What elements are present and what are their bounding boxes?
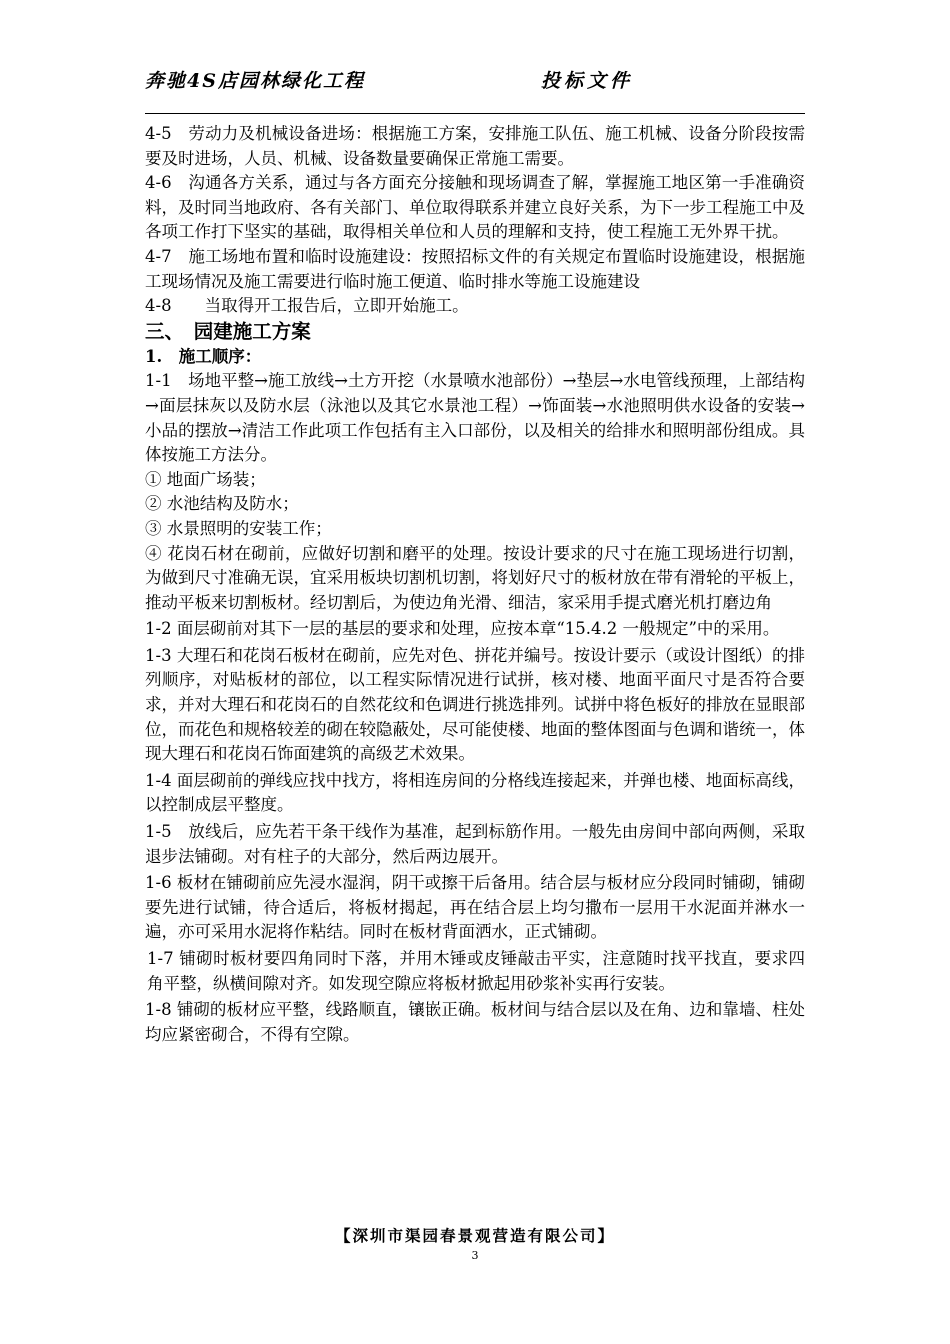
- paragraph-1-2: 1-2 面层砌前对其下一层的基层的要求和处理，应按本章“15.4.2 一般规定”中的采用。: [145, 619, 780, 639]
- list-item-2: ② 水池结构及防水；: [145, 494, 299, 514]
- paragraph-1-1: 1-1 场地平整→施工放线→土方开挖（水景喷水池部份）→垫层→水电管线预理，上部结构→面层抹灰以及防水层（泳池以及其它水景池工程）→饰面装→水池照明供水设备的安装→小品的摆放→清洁工作此项工作包括有主入口部份，以及相关的给排水和照明部份组成。具体按施工方法分。: [145, 371, 805, 465]
- header-document-type: 投标文件: [541, 70, 634, 92]
- paragraph-1-8: 1-8 铺砌的板材应平整，线路顺直，镶嵌正确。板材间与结合层以及在角、边和靠墙、柱处均应紧密砌合，不得有空隙。: [145, 1000, 805, 1044]
- footer-company-name: 【深圳市渠园春景观营造有限公司】: [334, 1226, 615, 1245]
- page-header: [145, 66, 805, 96]
- page-number: 3: [471, 1249, 479, 1262]
- document-body: [145, 122, 805, 1047]
- paragraph-4-6: 4-6 沟通各方关系，通过与各方面充分接触和现场调查了解，掌握施工地区第一手准确资料，及时同当地政府、各有关部门、单位取得联系并建立良好关系，为下一步工程施工中及各项工作打下坚实的基础，取得相关单位和人员的理解和支持，使工程施工无外界干扰。: [145, 173, 805, 242]
- paragraph-1-3: 1-3 大理石和花岗石板材在砌前，应先对色、拼花并编号。按设计要示（或设计图纸）的排列顺序，对贴板材的部位，以工程实际情况进行试拼，核对楼、地面平面尺寸是否符合要求，并对大理石和花岗石的自然花纹和色调进行挑选排列。试拼中将色板好的排放在显眼部位，而花色和规格较差的砌在较隐蔽处，尽可能使楼、地面的整体图面与色调和谐统一，体现大理石和花岗石饰面建筑的高级艺术效果。: [145, 645, 805, 764]
- paragraph-4-5: 4-5 劳动力及机械设备进场：根据施工方案，安排施工队伍、施工机械、设备分阶段按需要及时进场，人员、机械、设备数量要确保正常施工需要。: [145, 124, 805, 168]
- paragraph-4-8: 4-8 当取得开工报告后，立即开始施工。: [145, 296, 469, 316]
- list-item-4: ④ 花岗石材在砌前，应做好切割和磨平的处理。按设计要求的尺寸在施工现场进行切割，为做到尺寸准确无误，宜采用板块切割机切割，将划好尺寸的板材放在带有滑轮的平板上，推动平板来切割板材。经切割后，为使边角光滑、细洁，家采用手提式磨光机打磨边角: [145, 543, 805, 612]
- section-subtitle: 1. 施工顺序：: [145, 346, 262, 366]
- paragraph-1-6: 1-6 板材在铺砌前应先浸水湿润，阴干或擦干后备用。结合层与板材应分段同时铺砌，铺砌要先进行试铺，待合适后，将板材揭起，再在结合层上均匀撒布一层用干水泥面并淋水一遍，亦可采用水泥将作粘结。同时在板材背面洒水，正式铺砌。: [145, 873, 805, 942]
- paragraph-1-7: 1-7 铺砌时板材要四角同时下落，并用木锤或皮锤敲击平实，注意随时找平找直，要求四角平整，纵横间隙对齐。如发现空隙应将板材掀起用砂浆补实再行安装。: [147, 949, 805, 993]
- section-title: 三、 园建施工方案: [145, 319, 311, 343]
- list-item-1: ① 地面广场装；: [145, 469, 266, 489]
- header-project-title: 奔驰4S店园林绿化工程: [145, 70, 365, 92]
- paragraph-1-5: 1-5 放线后，应先若干条干线作为基准，起到标筋作用。一般先由房间中部向两侧，采取退步法铺砌。对有柱子的大部分，然后两边展开。: [145, 822, 805, 866]
- list-item-3: ③ 水景照明的安装工作；: [145, 518, 332, 538]
- paragraph-1-4: 1-4 面层砌前的弹线应找中找方，将相连房间的分格线连接起来，并弹也楼、地面标高线，以控制成层平整度。: [145, 770, 805, 815]
- paragraph-4-7: 4-7 施工场地布置和临时设施建设：按照招标文件的有关规定布置临时设施建设，根据施工现场情况及施工需要进行临时施工便道、临时排水等施工设施建设: [145, 246, 805, 291]
- header-divider: [145, 113, 805, 114]
